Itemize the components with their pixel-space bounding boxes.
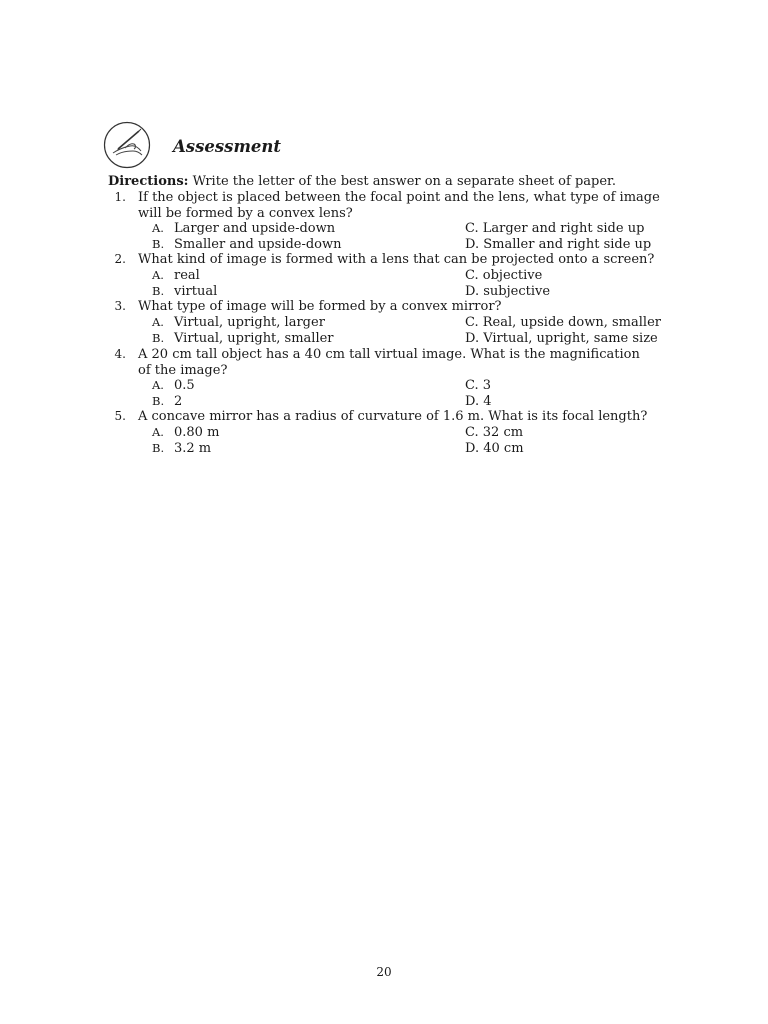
option-b: B. 3.2 m	[152, 441, 212, 456]
option-d: D. Smaller and right side up	[465, 237, 652, 252]
option-c: C. objective	[465, 268, 543, 283]
question-number: 3.	[114, 299, 126, 313]
option-d: D. 4	[465, 394, 492, 409]
option-a: A. real	[152, 268, 200, 283]
question-text: What kind of image is formed with a lens that can be projected onto a screen?	[138, 252, 655, 267]
question-number: 4.	[114, 347, 126, 361]
option-b: B. virtual	[152, 284, 218, 299]
hand-writing-icon	[103, 121, 151, 169]
question-text: will be formed by a convex lens?	[138, 205, 353, 221]
option-c: C. Larger and right side up	[465, 221, 645, 236]
question-text: A 20 cm tall object has a 40 cm tall virtual image. What is the magnification	[138, 347, 640, 362]
option-a: A. Larger and upside-down	[152, 221, 336, 236]
option-d: D. subjective	[465, 284, 551, 299]
option-a: A. 0.5	[152, 378, 195, 393]
option-a: A. Virtual, upright, larger	[152, 315, 325, 330]
option-c: C. Real, upside down, smaller	[465, 315, 661, 330]
option-d: D. 40 cm	[465, 441, 524, 456]
question-text: What type of image will be formed by a convex mirror?	[138, 299, 502, 314]
option-b: B. 2	[152, 394, 183, 409]
section-title: Assessment	[173, 137, 282, 156]
question-number: 1.	[114, 190, 126, 204]
option-d: D. Virtual, upright, same size	[465, 331, 658, 346]
page-number: 20	[376, 965, 392, 979]
question-text: of the image?	[138, 362, 228, 378]
option-c: C. 3	[465, 378, 492, 393]
directions-text: Write the letter of the best answer on a separate sheet of paper.	[188, 174, 616, 189]
question-text: If the object is placed between the focal point and the lens, what type of image	[138, 190, 660, 205]
directions-label: Directions:	[108, 174, 189, 189]
directions	[108, 174, 616, 190]
option-a: A. 0.80 m	[152, 425, 220, 440]
option-b: B. Smaller and upside-down	[152, 237, 342, 252]
option-c: C. 32 cm	[465, 425, 524, 440]
question-number: 2.	[114, 252, 126, 266]
question-number: 5.	[114, 409, 126, 423]
option-b: B. Virtual, upright, smaller	[152, 331, 334, 346]
question-text: A concave mirror has a radius of curvature of 1.6 m. What is its focal length?	[138, 409, 648, 424]
